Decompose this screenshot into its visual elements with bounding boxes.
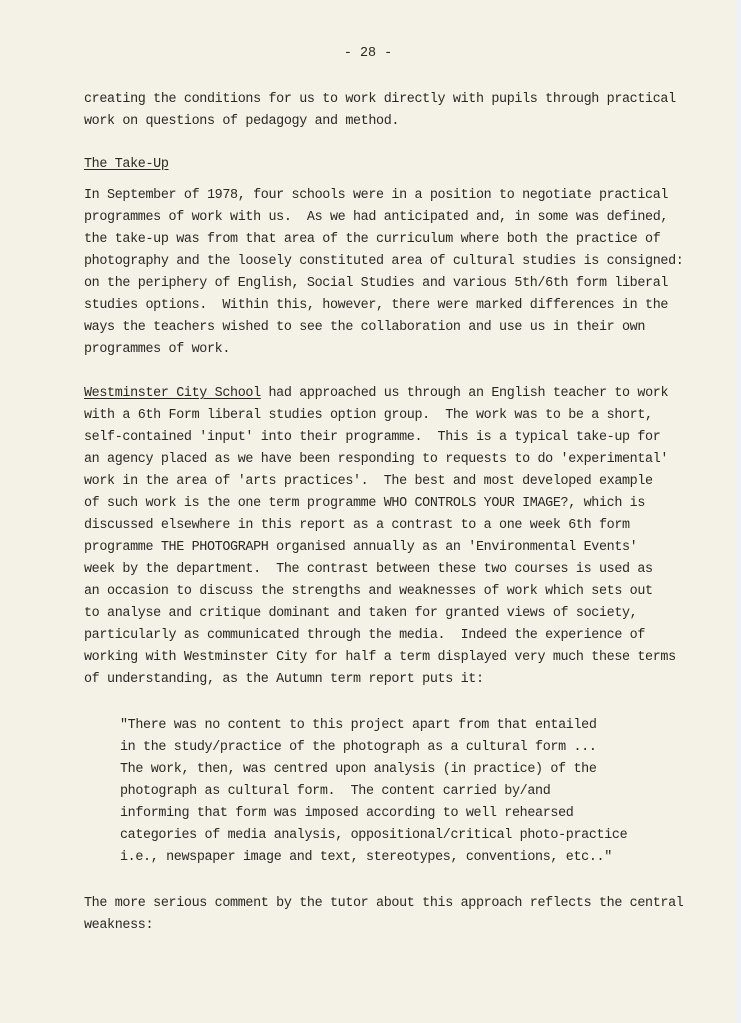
para2-line: programme THE PHOTOGRAPH organised annually as an 'Environmental Events' (84, 540, 638, 555)
para1-line: photography and the loosely constituted area of cultural studies is consigned: (84, 254, 684, 269)
para2-line: with a 6th Form liberal studies option group. The work was to be a short, (84, 408, 653, 423)
para1-line: programmes of work. (84, 342, 231, 357)
para2-line: an occasion to discuss the strengths and weaknesses of work which sets out (84, 584, 653, 599)
para1-line: In September of 1978, four schools were in a position to negotiate practical (84, 188, 669, 203)
section-heading: The Take-Up (84, 157, 169, 172)
para2-line: particularly as communicated through the media. Indeed the experience of (84, 628, 646, 643)
intro-line-1: creating the conditions for us to work directly with pupils through practical (84, 92, 676, 107)
quote-line: The work, then, was centred upon analysis (in practice) of the (120, 762, 597, 777)
para1-line: studies options. Within this, however, there were marked differences in the (84, 298, 669, 313)
quote-line: categories of media analysis, oppositional/critical photo-practice (120, 828, 628, 843)
para2-line: week by the department. The contrast between these two courses is used as (84, 562, 653, 577)
para1-line: on the periphery of English, Social Studies and various 5th/6th form liberal (84, 276, 669, 291)
para3-line: The more serious comment by the tutor about this approach reflects the central (84, 896, 684, 911)
quote-line: i.e., newspaper image and text, stereotypes, conventions, etc.." (120, 850, 612, 865)
para1-line: programmes of work with us. As we had anticipated and, in some was defined, (84, 210, 669, 225)
quote-line: informing that form was imposed according to well rehearsed (120, 806, 574, 821)
para2-line: working with Westminster City for half a term displayed very much these terms (84, 650, 676, 665)
quote-line: "There was no content to this project apart from that entailed (120, 718, 597, 733)
para2-line: self-contained 'input' into their programme. This is a typical take-up for (84, 430, 661, 445)
para2-line: to analyse and critique dominant and taken for granted views of society, (84, 606, 638, 621)
para1-line: ways the teachers wished to see the collaboration and use us in their own (84, 320, 646, 335)
page-number: - 28 - (343, 46, 393, 61)
para1-line: the take-up was from that area of the curriculum where both the practice of (84, 232, 661, 247)
school-name: Westminster City School (84, 386, 261, 401)
quote-line: photograph as cultural form. The content carried by/and (120, 784, 551, 799)
quote-line: in the study/practice of the photograph as a cultural form ... (120, 740, 597, 755)
para3-line: weakness: (84, 918, 154, 933)
intro-line-2: work on questions of pedagogy and method. (84, 114, 400, 129)
para2-first-line-rest: had approached us through an English teacher to work (260, 386, 669, 401)
para2-first-line (84, 386, 668, 402)
para2-line: of such work is the one term programme WHO CONTROLS YOUR IMAGE?, which is (84, 496, 646, 511)
para2-line: of understanding, as the Autumn term report puts it: (84, 672, 484, 687)
para2-line: an agency placed as we have been responding to requests to do 'experimental' (84, 452, 669, 467)
para2-line: work in the area of 'arts practices'. The best and most developed example (84, 474, 653, 489)
para2-line: discussed elsewhere in this report as a contrast to a one week 6th form (84, 518, 630, 533)
